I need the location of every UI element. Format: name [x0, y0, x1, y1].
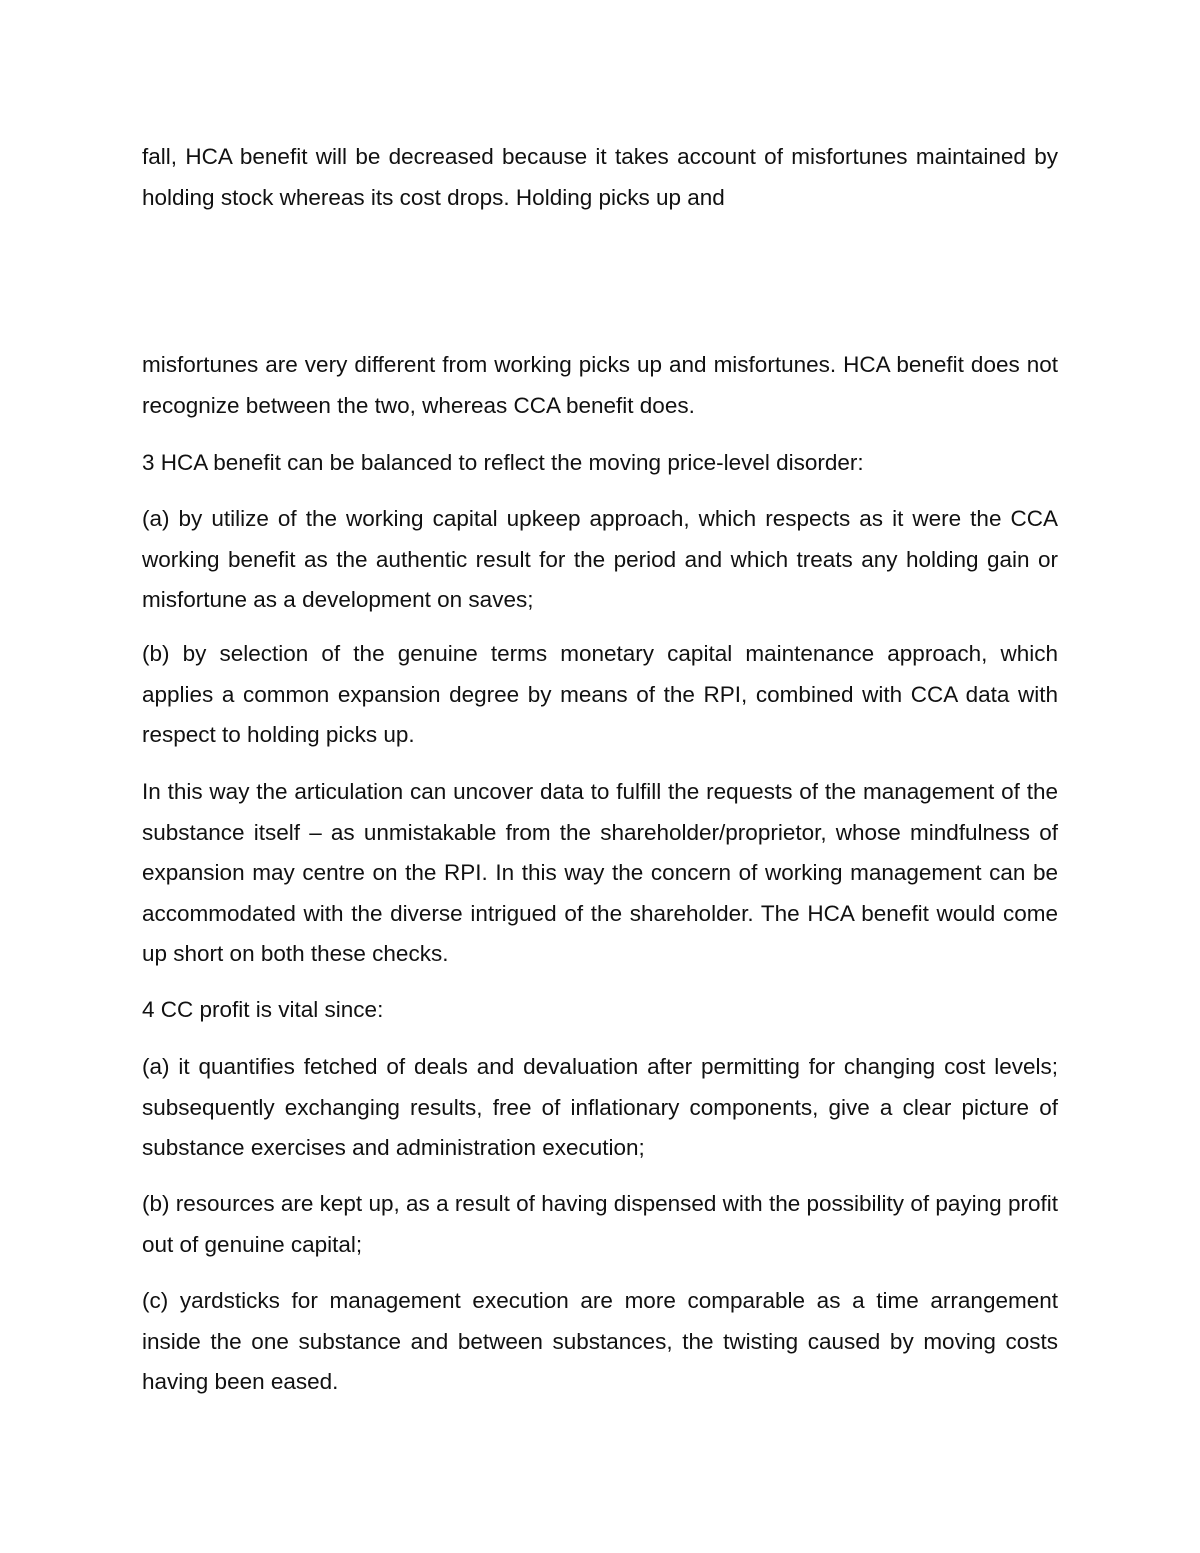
paragraph-item-3: 3 HCA benefit can be balanced to reflect the moving price-level disorder: [142, 450, 864, 475]
paragraph-item-4: 4 CC profit is vital since: [142, 997, 384, 1022]
paragraph-item-3b: (b) by selection of the genuine terms monetary capital maintenance approach, which applies a common expansion degree by means of the RPI, combined with CCA data with respect to holding picks up. [142, 641, 1058, 747]
paragraph-misfortunes: misfortunes are very different from working picks up and misfortunes. HCA benefit does not recognize between the two, whereas CCA benefit does. [142, 352, 1058, 418]
paragraph-hca-fall: fall, HCA benefit will be decreased because it takes account of misfortunes maintained by holding stock whereas its cost drops. Holding picks up and [142, 144, 1058, 210]
paragraph-articulation: In this way the articulation can uncover data to fulfill the requests of the management of the substance itself – as unmistakable from the shareholder/proprietor, whose mindfulness of expansion may centre on the RPI. In this way the concern of working management can be accommodated with the diverse intrigued of the shareholder. The HCA benefit would come up short on both these checks. [142, 779, 1058, 966]
paragraph-item-4c: (c) yardsticks for management execution are more comparable as a time arrangement inside the one substance and between substances, the twisting caused by moving costs having been eased. [142, 1288, 1058, 1394]
paragraph-item-4a: (a) it quantifies fetched of deals and devaluation after permitting for changing cost levels; subsequently exchanging results, free of inflationary components, give a clear picture of substance exercises and administration execution; [142, 1054, 1058, 1160]
paragraph-item-3a: (a) by utilize of the working capital upkeep approach, which respects as it were the CCA working benefit as the authentic result for the period and which treats any holding gain or misfortune as a development on saves; [142, 506, 1058, 612]
paragraph-item-4b: (b) resources are kept up, as a result of having dispensed with the possibility of paying profit out of genuine capital; [142, 1191, 1058, 1257]
